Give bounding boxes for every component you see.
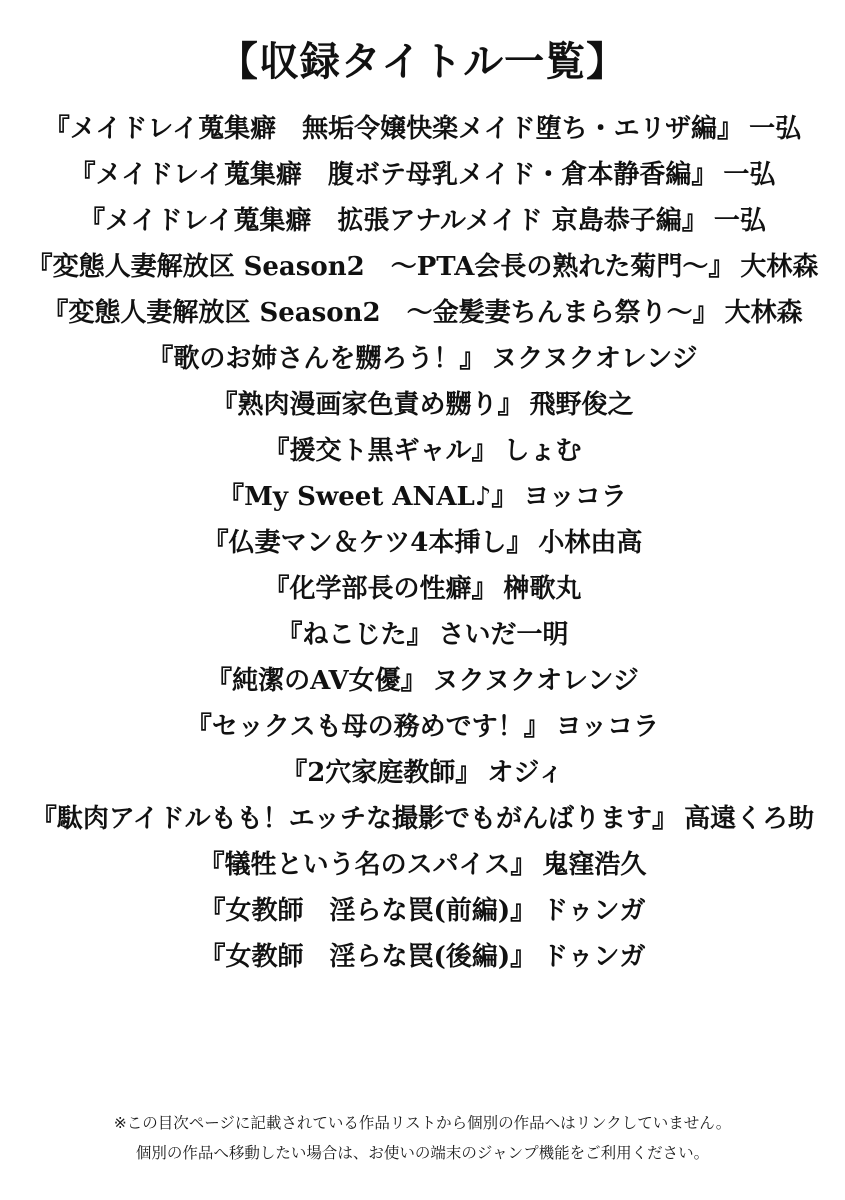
- list-item: [200, 944, 646, 970]
- list-item: [263, 576, 581, 602]
- footer-note-line-2: 個別の作品へ移動したい場合は、お使いの端末のジャンプ機能をご利用ください。: [135, 1143, 710, 1162]
- work-title: 『歌のお姉さんを嬲ろう！』: [147, 344, 486, 374]
- list-item: [186, 714, 659, 740]
- work-author: 榊歌丸: [503, 574, 582, 604]
- work-title: 『仏妻マン＆ケツ4本挿し』: [202, 528, 533, 558]
- work-author: ヨッコラ: [523, 482, 627, 512]
- work-author: ドゥンガ: [542, 896, 646, 926]
- work-title: 『ねこじた』: [276, 620, 433, 650]
- work-author: 一弘: [713, 206, 766, 236]
- list-item: [31, 806, 814, 832]
- list-item: [79, 208, 766, 234]
- work-author: さいだ一明: [438, 620, 569, 650]
- work-title: 『女教師 淫らな罠(後編)』: [199, 942, 537, 972]
- list-item: [42, 300, 802, 326]
- work-title: 『変態人妻解放区 Season2 ～PTA会長の熟れた菊門～』: [26, 252, 735, 282]
- work-title: 『化学部長の性癖』: [263, 574, 498, 604]
- work-author: ドゥンガ: [542, 942, 646, 972]
- work-title: 『My Sweet ANAL♪』: [218, 482, 518, 512]
- work-author: ヨッコラ: [555, 712, 660, 742]
- work-title: 『セックスも母の務めです！』: [185, 712, 550, 742]
- work-title: 『駄肉アイドルもも！エッチな撮影でもがんばります』: [30, 804, 679, 834]
- page-title: 【収録タイトル一覧】: [217, 38, 628, 85]
- list-item: [206, 668, 639, 694]
- work-title: 『純潔のAV女優』: [206, 666, 427, 696]
- work-author: 一弘: [749, 114, 802, 144]
- work-author: ヌクヌクオレンジ: [432, 666, 639, 696]
- work-author: 飛野俊之: [529, 390, 634, 420]
- work-title: 『変態人妻解放区 Season2 ～金髪妻ちんまら祭り～』: [42, 298, 719, 328]
- work-title: 『女教師 淫らな罠(前編)』: [199, 896, 537, 926]
- list-item: [218, 484, 627, 510]
- list-item: [200, 898, 646, 924]
- list-item: [281, 760, 564, 786]
- work-author: 高遠くろ助: [684, 804, 815, 834]
- work-title: 『熟肉漫画家色責め嬲り』: [211, 390, 524, 420]
- list-item: [147, 346, 697, 372]
- list-item: [203, 530, 643, 556]
- work-title: 『メイドレイ蒐集癖 拡張アナルメイド 京島恭子編』: [79, 206, 708, 236]
- list-item: [199, 852, 647, 878]
- work-author: 一弘: [723, 160, 776, 190]
- title-list: [0, 116, 845, 990]
- list-item: [44, 116, 801, 142]
- list-item: [276, 622, 568, 648]
- work-author: 大林森: [740, 252, 819, 282]
- list-item: [263, 438, 581, 464]
- work-author: オジィ: [487, 758, 564, 788]
- list-item: [211, 392, 633, 418]
- work-title: 『メイドレイ蒐集癖 腹ボテ母乳メイド・倉本静香編』: [69, 160, 718, 190]
- work-author: 小林由高: [538, 528, 643, 558]
- footer-note-line-1: ※この目次ページに記載されている作品リストから個別の作品へはリンクしていません。: [113, 1114, 732, 1133]
- work-author: しょむ: [503, 436, 582, 466]
- work-author: 鬼窪浩久: [542, 850, 647, 880]
- work-title: 『犠牲という名のスパイス』: [198, 850, 537, 880]
- list-item: [70, 162, 776, 188]
- footer-note: [0, 1109, 845, 1168]
- work-author: 大林森: [724, 298, 803, 328]
- work-author: ヌクヌクオレンジ: [491, 344, 698, 374]
- work-title: 『2穴家庭教師』: [281, 758, 482, 788]
- work-title: 『メイドレイ蒐集癖 無垢令嬢快楽メイド堕ち・エリザ編』: [43, 114, 744, 144]
- work-title: 『援交ト黒ギャル』: [263, 436, 498, 466]
- list-item: [27, 254, 819, 280]
